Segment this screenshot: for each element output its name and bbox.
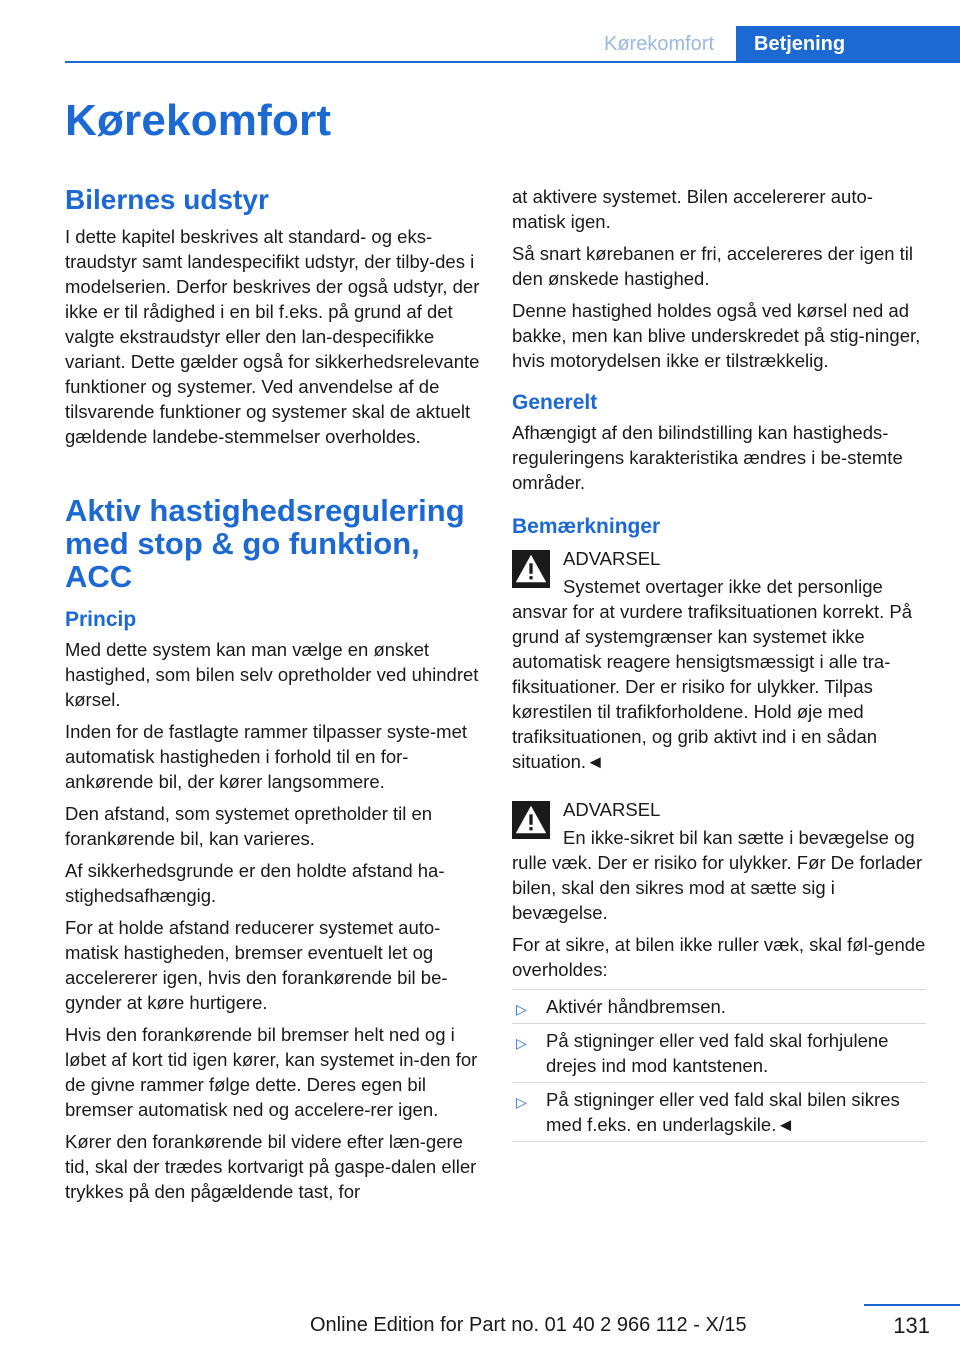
paragraph: Hvis den forankørende bil bremser helt ned og i løbet af kort tid igen kører, kan systemet in-den for de givne rammer følge dette. Deres egen bil bremser automatisk ned og accelere-rer igen. (65, 1024, 478, 1120)
paragraph: at aktivere systemet. Bilen accelererer auto-matisk igen. (512, 186, 873, 232)
list-item: ▷ På stigninger eller ved fald skal bilen sikres med f.eks. en underlagskile.◄ (512, 1083, 926, 1142)
heading-princip: Princip (65, 608, 137, 631)
warning-title: ADVARSEL (563, 799, 661, 820)
paragraph: Denne hastighed holdes også ved kørsel ned ad bakke, men kan blive underskredet på stig-ninger, hvis motorydelsen ikke er tilstrækkelig. (512, 300, 921, 371)
paragraph: Kører den forankørende bil videre efter læn-gere tid, skal der trædes kortvarigt på gaspe-dalen eller trykkes på den pågældende tast, for (65, 1131, 477, 1202)
header-chapter-tab: Betjening (736, 26, 960, 62)
right-column (512, 184, 926, 1142)
list-item: ▷ Aktivér håndbremsen. (512, 989, 926, 1024)
warning-title: ADVARSEL (563, 548, 661, 569)
page-title: Kørekomfort (65, 96, 332, 145)
heading-bemaerkninger: Bemærkninger (512, 515, 661, 538)
header-rule (65, 61, 960, 63)
heading-generelt: Generelt (512, 391, 598, 414)
paragraph: Inden for de fastlagte rammer tilpasser syste-met automatisk hastigheden i forhold til en for-ankørende bil, der kører langsommere. (65, 721, 468, 792)
list-item: ▷ På stigninger eller ved fald skal forhjulene drejes ind mod kantstenen. (512, 1024, 926, 1083)
warning-icon (512, 550, 550, 588)
footer-rule (864, 1304, 960, 1306)
warning-text: Systemet overtager ikke det personlige ansvar for at vurdere trafiksituationen korrekt. På grund af systemgrænser kan systemet ikke automatisk reagere hensigtsmæssigt i alle tra-fiksituationer. Der er risiko for ulykker. Tilpas kørestilen til trafikforholdene. Hold øje med trafiksituationen, og grib aktivt ind i en sådan situation.◄ (512, 576, 912, 772)
running-header (0, 0, 960, 62)
paragraph: Af sikkerhedsgrunde er den holdte afstand ha-stighedsafhængig. (65, 860, 445, 906)
heading-bilernes-udstyr: Bilernes udstyr (65, 184, 269, 215)
paragraph: For at holde afstand reducerer systemet auto-matisk hastigheden, bremser eventuelt let og accelererer igen, hvis den forankørende bil be-gynder at køre hurtigere. (65, 917, 448, 1013)
edition-note: Online Edition for Part no. 01 40 2 966 112 - X/15 (310, 1314, 747, 1336)
paragraph: Så snart kørebanen er fri, accelereres der igen til den ønskede hastighed. (512, 243, 914, 289)
left-column (65, 184, 480, 1211)
bullet-icon: ▷ (516, 1094, 527, 1110)
warning-block (512, 546, 926, 774)
paragraph: Den afstand, som systemet opretholder til en forankørende bil, kan varieres. (65, 803, 433, 849)
paragraph-udstyr: I dette kapitel beskrives alt standard- og eks-traudstyr samt landespecifikt udstyr, der tilby-des i modelserien. Derfor beskrives der også udstyr, der ikke er til rådighed i en bil f.eks. på grund af det valgte ekstraudstyr eller den lan-despecifikke variant. Dette gælder også for sikkerhedsrelevante funktioner og systemer. Ved anvendelse af de tilsvarende funktioner og systemer skal de aktuelt gældende landebe-stemmelser overholdes. (65, 226, 480, 447)
paragraph: Med dette system kan man vælge en ønsket hastighed, som bilen selv opretholder ved uhindret kørsel. (65, 639, 479, 710)
page-number: 131 (893, 1313, 930, 1338)
heading-acc: Aktiv hastighedsregulering med stop & go funktion, ACC (65, 493, 465, 594)
warning-text: En ikke-sikret bil kan sætte i bevægelse og rulle væk. Der er risiko for ulykker. Før De forlader bilen, skal den sikres mod at sætte sig i bevægelse. (512, 827, 923, 923)
warning-icon (512, 801, 550, 839)
header-section-tab: Kørekomfort (603, 33, 715, 55)
paragraph-generelt: Afhængigt af den bilindstilling kan hastigheds-reguleringens karakteristika ændres i be-stemte områder. (512, 422, 903, 493)
bullet-icon: ▷ (516, 1001, 527, 1017)
paragraph-sikre: For at sikre, at bilen ikke ruller væk, skal føl-gende overholdes: (512, 934, 926, 980)
bullet-list (512, 989, 926, 1142)
bullet-icon: ▷ (516, 1035, 527, 1051)
warning-block (512, 797, 926, 925)
